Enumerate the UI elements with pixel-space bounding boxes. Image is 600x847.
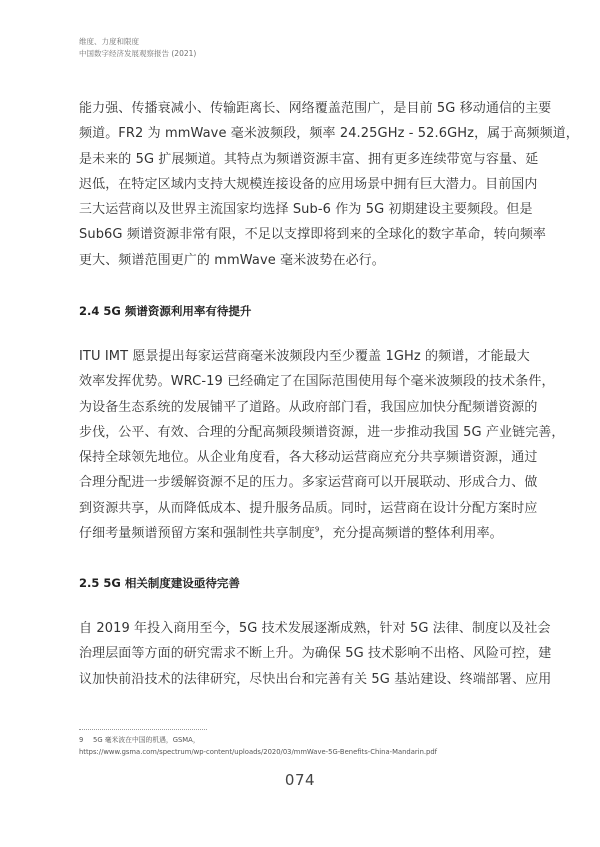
footnote-url-link[interactable]: https://www.gsma.com/spectrum/wp-content/uploads/2020/03/mmWave-5G-Benefits-China-Mandarin.pdf [79, 748, 438, 756]
text-line: Sub6G 频谱资源非常有限，不足以支撑即将到来的全球化的数字革命，转向频率 [79, 227, 547, 243]
footnote-text: 5G 毫米波在中国的机遇，GSMA， [93, 736, 200, 744]
text-line [79, 521, 537, 546]
text-line: 治理层面等方面的研究需求不断上升。为确保 5G 技术影响不出格、风险可控，建 [79, 646, 552, 662]
text-line: 保持全球领先地位。从企业角度看，各大移动运营商应充分共享频谱资源，通过 [79, 450, 538, 466]
page-number: 074 [284, 771, 316, 789]
text-line: 到资源共享，从而降低成本、提升服务品质。同时，运营商在设计分配方案时应 [79, 500, 538, 516]
text-line: 效率发挥优势。WRC-19 已经确定了在国际范围使用每个毫米波频段的技术条件， [79, 374, 555, 390]
section-heading-2-5: 2.5 5G 相关制度建设亟待完善 [79, 576, 240, 590]
text-line: 频道。FR2 为 mmWave 毫米波频段，频率 24.25GHz - 52.6GHz，属于高频频道， [79, 126, 579, 142]
footnote-number: 9 [79, 736, 84, 744]
text-line: 议加快前沿技术的法律研究，尽快出台和完善有关 5G 基站建设、终端部署、应用 [79, 671, 552, 687]
report-title: 中国数字经济发展观察报告 (2021) [79, 49, 197, 58]
footnote-reference[interactable]: 9 [314, 525, 320, 534]
footnote-divider [79, 729, 207, 730]
text-line: 更大、频谱范围更广的 mmWave 毫米波势在必行。 [79, 252, 385, 268]
text-line: ITU IMT 愿景提出每家运营商毫米波频段内至少覆盖 1GHz 的频谱，才能最大 [79, 349, 530, 364]
text-line: 三大运营商以及世界主流国家均选择 Sub-6 作为 5G 初期建设主要频段。但是 [79, 202, 533, 218]
paragraph-spectrum-utilization [79, 344, 565, 546]
footnote [79, 734, 437, 758]
text-line: 合理分配进一步缓解资源不足的压力。多家运营商可以开展联动、形成合力、做 [79, 475, 538, 491]
text-fragment: 仔细考量频谱预留方案和强制性共享制度 [79, 526, 315, 542]
text-line: 为设备生态系统的发展铺平了道路。从政府部门看，我国应加快分配频谱资源的 [79, 399, 538, 415]
text-line: 自 2019 年投入商用至今，5G 技术发展逐渐成熟，针对 5G 法律、制度以及社会 [79, 621, 551, 636]
paragraph-5g-regulation [79, 616, 552, 692]
text-fragment: ，充分提高频谱的整体利用率。 [319, 526, 503, 542]
text-line: 是未来的 5G 扩展频道。其特点为频谱资源丰富、拥有更多连续带宽与容量、延 [79, 151, 539, 167]
section-heading-2-4: 2.4 5G 频谱资源利用率有待提升 [79, 304, 252, 318]
report-subtitle: 维度、力度和限度 [79, 37, 139, 46]
running-header [79, 36, 196, 60]
text-line: 迟低，在特定区域内支持大规模连接设备的应用场景中拥有巨大潜力。目前国内 [79, 176, 538, 192]
text-line: 能力强、传播衰减小、传输距离长、网络覆盖范围广，是目前 5G 移动通信的主要 [79, 101, 552, 116]
paragraph-spectrum-bands [79, 96, 579, 273]
text-line: 步伐，公平、有效、合理的分配高频段频谱资源，进一步推动我国 5G 产业链完善， [79, 424, 565, 440]
